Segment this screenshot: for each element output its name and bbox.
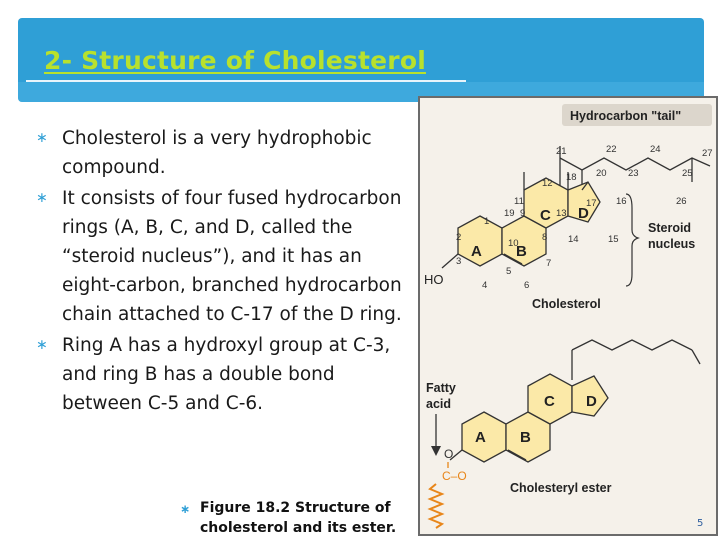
atom-number: 19 [504, 208, 515, 219]
caption-text: Figure 18.2 Structure of cholesterol and its ester. [200, 500, 397, 536]
nucleus-label: Steroid [648, 221, 692, 235]
atom-number: 5 [506, 266, 512, 277]
cholesterol-label: Cholesterol [532, 297, 601, 311]
ring-label: D [578, 205, 589, 222]
atom-number: 27 [702, 148, 713, 159]
bullet-text: It consists of four fused hydrocarbon rings (A, B, C, and D, called the “steroid nucleus”), and it has an eight-carbon, branched hydrocarbon chain attached to C-17 of the D ring. [62, 188, 402, 325]
atom-number: 2 [456, 232, 462, 243]
atom-number: 12 [542, 178, 553, 189]
slide-title: 2- Structure of Cholesterol [44, 46, 426, 75]
bullet-icon: ∗ [36, 190, 48, 206]
atom-number: 7 [546, 258, 552, 269]
ring-label: A [475, 429, 486, 446]
cholesteryl-ester-label: Cholesteryl ester [510, 481, 612, 495]
bullet-icon: ∗ [36, 337, 48, 353]
atom-number: 23 [628, 168, 639, 179]
ring-label: B [516, 243, 527, 260]
atom-number: 6 [524, 280, 530, 291]
cholesterol-structure-diagram [420, 98, 716, 534]
atom-number: 18 [566, 172, 577, 183]
atom-number: 24 [650, 144, 661, 155]
ester-tail-chain [572, 340, 692, 350]
atom-number: 3 [456, 256, 462, 267]
atom-number: 14 [568, 234, 579, 245]
atom-number: 1 [484, 216, 490, 227]
nucleus-brace [626, 194, 638, 286]
page-number: 5 [697, 518, 704, 529]
bullet-text: Ring A has a hydroxyl group at C-3, and ring B has a double bond between C-5 and C-6. [62, 335, 391, 414]
ring-label: B [520, 429, 531, 446]
figure-caption [180, 498, 420, 538]
bullet-item [36, 184, 406, 329]
fatty-acid-label: acid [426, 397, 452, 411]
ring-label: A [471, 243, 482, 260]
cholesterol-figure [418, 96, 718, 536]
ring-label: C [544, 393, 555, 410]
atom-number: 9 [520, 208, 526, 219]
atom-number: 15 [608, 234, 619, 245]
atom-number: 11 [514, 196, 524, 207]
chain-bond [692, 350, 700, 364]
ester-oxygen-label: O [444, 447, 454, 461]
fatty-acid-label: Fatty [426, 381, 456, 395]
atom-number: 10 [508, 238, 519, 249]
atom-number: 17 [586, 198, 597, 209]
atom-number: 26 [676, 196, 687, 207]
atom-number: 4 [482, 280, 488, 291]
hydroxyl-label: HO [424, 272, 444, 287]
atom-number: 22 [606, 144, 617, 155]
atom-number: 25 [682, 168, 693, 179]
bullet-text: Cholesterol is a very hydrophobic compound. [62, 128, 372, 178]
tail-label: Hydrocarbon "tail" [570, 109, 682, 123]
arrow-head-icon [431, 446, 441, 456]
atom-number: 16 [616, 196, 627, 207]
bullet-item [36, 331, 406, 418]
nucleus-label: nucleus [648, 237, 696, 251]
atom-number: 20 [596, 168, 607, 179]
ring-label: D [586, 393, 597, 410]
ester-carbonyl-label: C–O [442, 469, 467, 483]
fatty-acid-chain [430, 484, 442, 528]
atom-number: 13 [556, 208, 567, 219]
bullet-icon: ∗ [180, 502, 191, 516]
atom-number: 8 [542, 232, 548, 243]
atom-number: 21 [556, 146, 567, 157]
ring-label: C [540, 207, 551, 224]
bullet-icon: ∗ [36, 130, 48, 146]
bullet-item [36, 124, 406, 182]
title-divider [26, 80, 466, 82]
bullet-list [36, 124, 406, 420]
